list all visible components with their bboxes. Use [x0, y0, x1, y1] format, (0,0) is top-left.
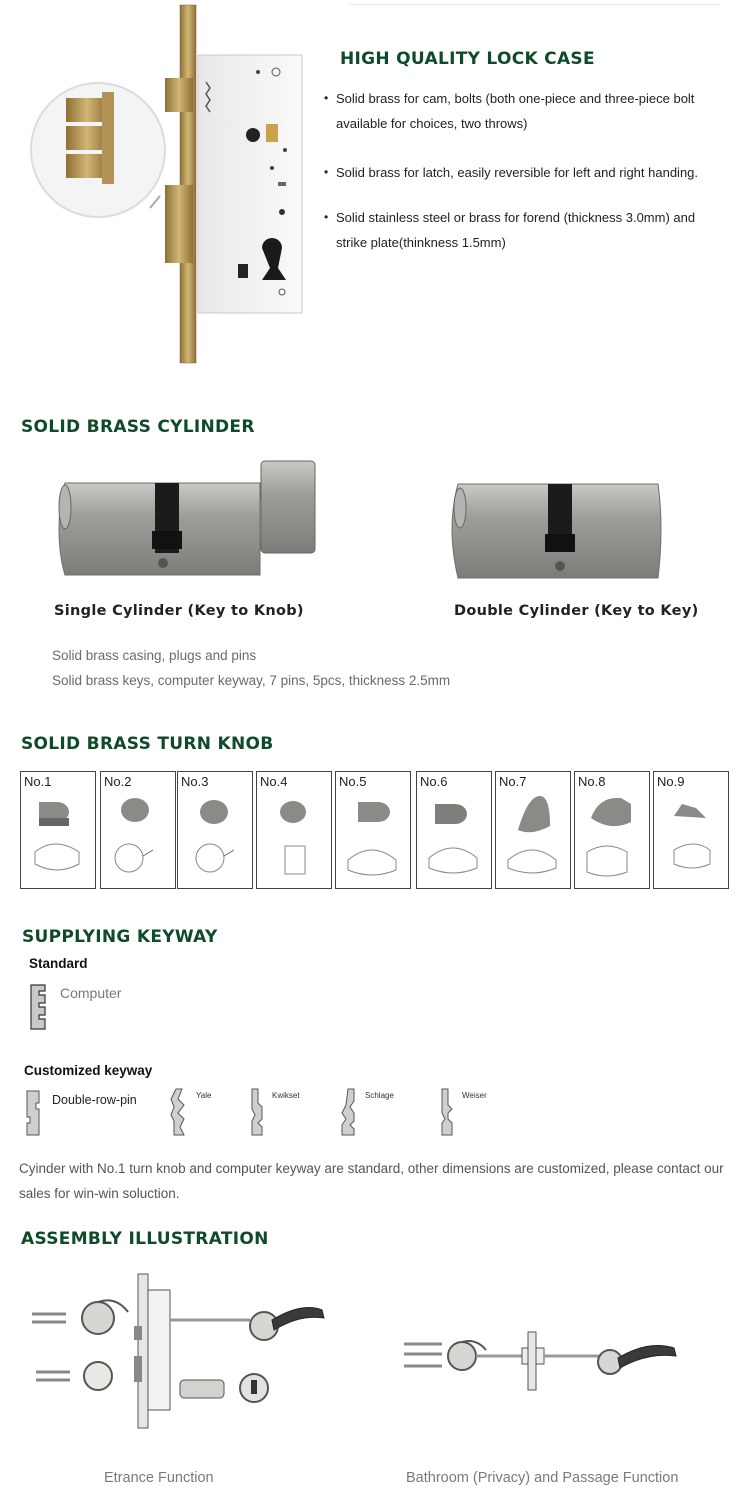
knob-icon — [21, 790, 97, 888]
knob-cell-3 — [177, 771, 253, 889]
turn-knob-heading: SOLID BRASS TURN KNOB — [21, 734, 274, 754]
knob-icon — [575, 790, 651, 888]
schlage-keyway-icon — [340, 1087, 360, 1137]
lock-case-bullet-3: • Solid stainless steel or brass for forend (thickness 3.0mm) and strike plate(thinkness 1.5mm) — [336, 205, 716, 255]
knob-icon — [496, 790, 572, 888]
knob-label: No.5 — [339, 774, 367, 789]
yale-keyway-icon — [170, 1087, 190, 1137]
double-cylinder-image — [448, 478, 668, 588]
keyway-custom-item-1: Double-row-pin — [52, 1093, 137, 1107]
single-cylinder-image — [55, 455, 320, 585]
top-divider — [350, 4, 720, 5]
cylinder-detail-2: Solid brass keys, computer keyway, 7 pins, 5pcs, thickness 2.5mm — [52, 673, 451, 688]
cylinder-detail-1: Solid brass casing, plugs and pins — [52, 648, 257, 663]
entrance-assembly-image — [28, 1268, 328, 1438]
keyway-heading: SUPPLYING KEYWAY — [22, 927, 218, 947]
double-cylinder-caption: Double Cylinder (Key to Key) — [454, 603, 699, 619]
lock-case-image — [20, 0, 310, 370]
keyway-custom-item-5: Weiser — [462, 1091, 487, 1100]
keyway-custom-label: Customized keyway — [24, 1063, 153, 1078]
double-row-pin-keyway-icon — [24, 1089, 42, 1137]
knob-cell-7 — [495, 771, 571, 889]
knob-icon — [257, 790, 333, 888]
kwikset-keyway-icon — [248, 1087, 268, 1137]
knob-cell-2 — [100, 771, 176, 889]
knob-cell-5 — [335, 771, 411, 889]
knob-cell-9 — [653, 771, 729, 889]
assembly-heading: ASSEMBLY ILLUSTRATION — [21, 1229, 269, 1249]
knob-cell-8 — [574, 771, 650, 889]
knob-icon — [101, 790, 177, 888]
keyway-custom-item-3: Kwikset — [272, 1091, 300, 1100]
knob-label: No.8 — [578, 774, 606, 789]
privacy-passage-assembly-image — [400, 1322, 700, 1422]
knob-label: No.2 — [104, 774, 132, 789]
lock-case-bullet-2: • Solid brass for latch, easily reversible for left and right handing. — [336, 160, 736, 185]
knob-label: No.3 — [181, 774, 209, 789]
knob-label: No.7 — [499, 774, 527, 789]
keyway-note: Cyinder with No.1 turn knob and computer keyway are standard, other dimensions are customized, please contact our sales for win-win soluction. — [19, 1161, 724, 1201]
keyway-standard-label: Standard — [29, 956, 88, 971]
knob-icon — [178, 790, 254, 888]
keyway-custom-item-4: Schlage — [365, 1091, 394, 1100]
cylinder-heading: SOLID BRASS CYLINDER — [21, 417, 255, 437]
knob-label: No.6 — [420, 774, 448, 789]
keyway-custom-item-2: Yale — [196, 1091, 212, 1100]
assembly-caption-privacy: Bathroom (Privacy) and Passage Function — [406, 1470, 679, 1486]
lock-case-bullet-1: • Solid brass for cam, bolts (both one-piece and three-piece bolt available for choices, two throws) — [336, 86, 728, 136]
keyway-standard-item: Computer — [60, 985, 122, 1001]
knob-icon — [336, 790, 412, 888]
knob-cell-1 — [20, 771, 96, 889]
lock-case-heading: HIGH QUALITY LOCK CASE — [340, 49, 595, 69]
weiser-keyway-icon — [436, 1087, 456, 1137]
knob-cell-6 — [416, 771, 492, 889]
knob-cell-4 — [256, 771, 332, 889]
assembly-caption-entrance: Etrance Function — [104, 1470, 214, 1486]
single-cylinder-caption: Single Cylinder (Key to Knob) — [54, 603, 304, 619]
knob-icon — [417, 790, 493, 888]
knob-label: No.4 — [260, 774, 288, 789]
computer-keyway-icon — [28, 983, 50, 1031]
knob-label: No.1 — [24, 774, 52, 789]
knob-icon — [654, 790, 730, 888]
knob-label: No.9 — [657, 774, 685, 789]
